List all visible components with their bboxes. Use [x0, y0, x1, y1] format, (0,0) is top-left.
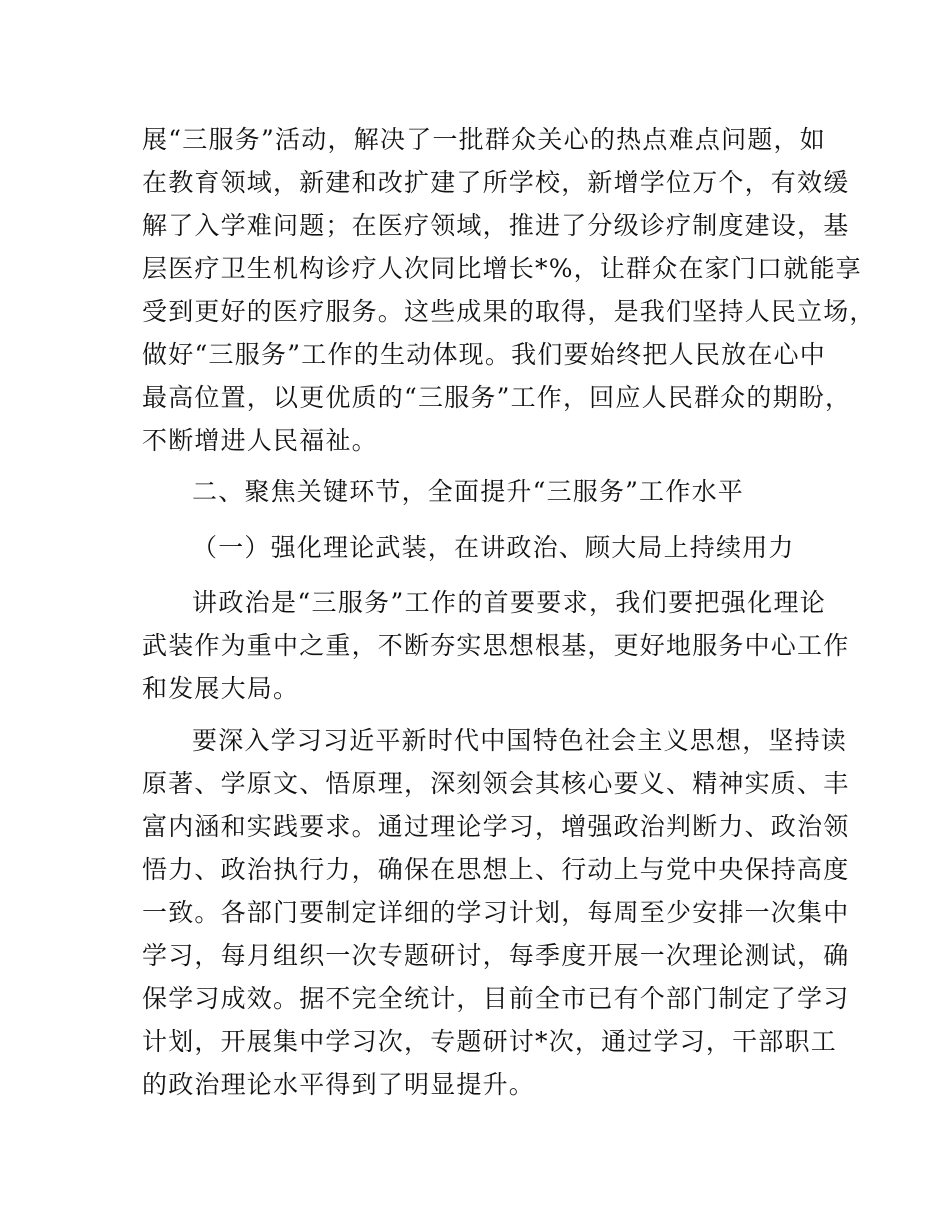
paragraph-line: 原著、学原文、悟原理，深刻领会其核心要义、精神实质、丰 — [142, 769, 850, 798]
paragraph-line: 和发展大局。 — [142, 674, 300, 703]
subsection-heading: （一）强化理论武装，在讲政治、顾大局上持续用力 — [192, 533, 795, 562]
paragraph-line: 讲政治是“三服务”工作的首要要求，我们要把强化理论 — [192, 588, 826, 617]
paragraph-line: 学习，每月组织一次专题研讨，每季度开展一次理论测试，确 — [142, 941, 850, 970]
paragraph-line: 一致。各部门要制定详细的学习计划，每周至少安排一次集中 — [142, 898, 850, 927]
paragraph-line: 富内涵和实践要求。通过理论学习，增强政治判断力、政治领 — [142, 812, 850, 841]
paragraph-line: 计划，开展集中学习次，专题研讨*次，通过学习，干部职工 — [142, 1027, 837, 1056]
paragraph-line: 做好“三服务”工作的生动体现。我们要始终把人民放在心中 — [142, 340, 826, 369]
paragraph-line: 受到更好的医疗服务。这些成果的取得，是我们坚持人民立场， — [142, 297, 876, 326]
paragraph-line: 悟力、政治执行力，确保在思想上、行动上与党中央保持高度 — [142, 855, 850, 884]
paragraph-line: 不断增进人民福祉。 — [142, 426, 378, 455]
paragraph-line: 展“三服务”活动，解决了一批群众关心的热点难点问题，如 — [142, 125, 826, 154]
paragraph-line: 解了入学难问题；在医疗领域，推进了分级诊疗制度建设，基 — [142, 211, 850, 240]
paragraph-line: 保学习成效。据不完全统计，目前全市已有个部门制定了学习 — [142, 984, 850, 1013]
paragraph-line: 层医疗卫生机构诊疗人次同比增长*%，让群众在家门口就能享 — [142, 254, 862, 283]
paragraph-line: 的政治理论水平得到了明显提升。 — [142, 1070, 536, 1099]
section-heading: 二、聚焦关键环节，全面提升“三服务”工作水平 — [192, 477, 744, 506]
paragraph-line: 在教育领域，新建和改扩建了所学校，新增学位万个，有效缓 — [142, 168, 850, 197]
paragraph-line: 武装作为重中之重，不断夯实思想根基，更好地服务中心工作 — [142, 631, 850, 660]
paragraph-line: 最高位置，以更优质的“三服务”工作，回应人民群众的期盼， — [142, 383, 852, 412]
paragraph-line: 要深入学习习近平新时代中国特色社会主义思想，坚持读 — [192, 726, 848, 755]
